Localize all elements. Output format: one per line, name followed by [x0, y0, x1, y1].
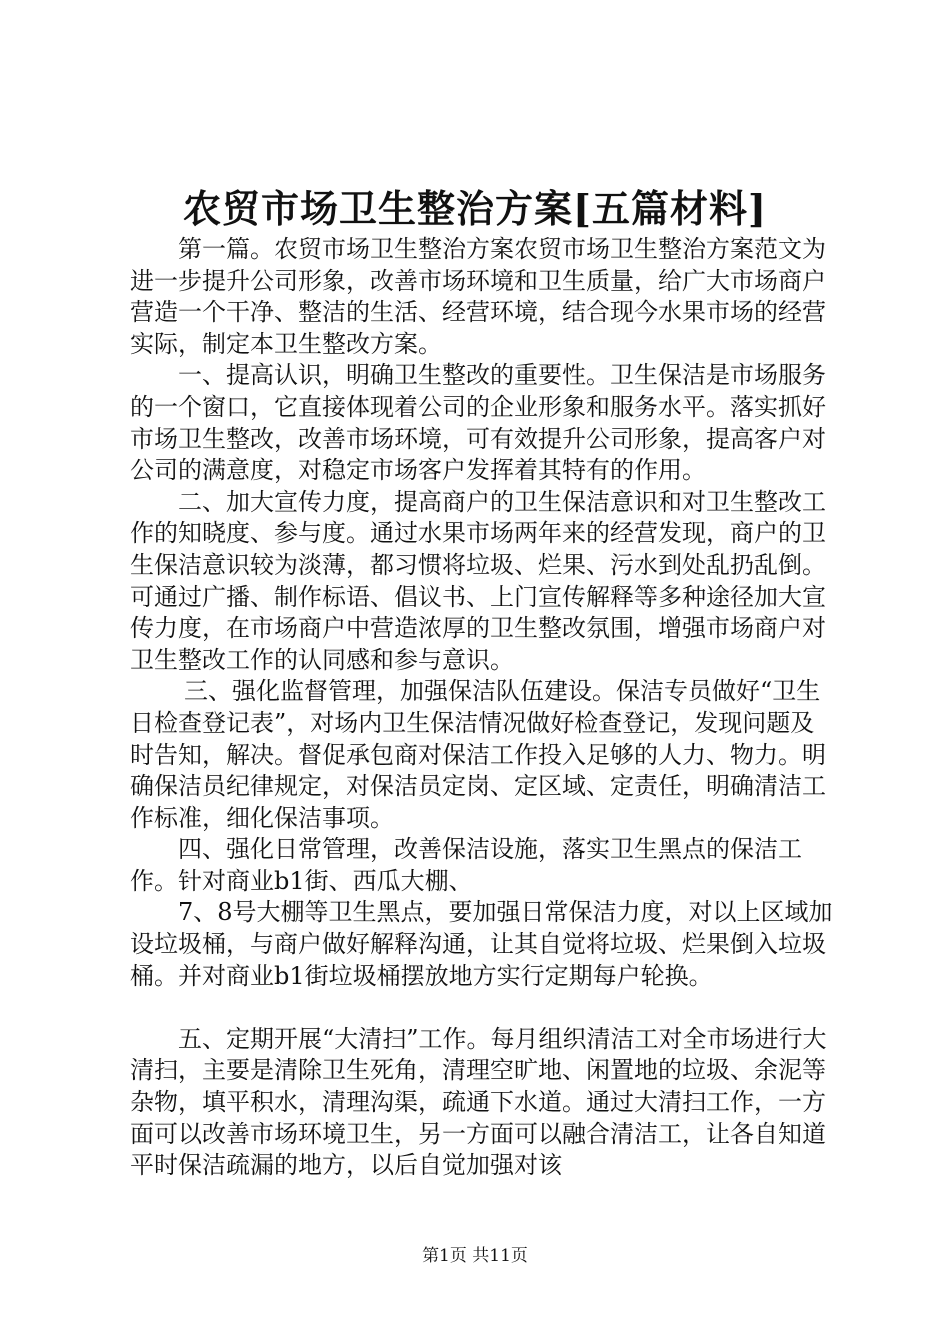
paragraph-section-3: 三、强化监督管理，加强保洁队伍建设。保洁专员做好“卫生日检查登记表”，对场内卫生保洁情况做好检查登记，发现问题及时告知，解决。督促承包商对保洁工作投入足够的人力、物力。明确保洁员纪律规定，对保洁员定岗、定区域、定责任，明确清洁工作标准，细化保洁事项。: [130, 677, 826, 832]
paragraph-section-1: 一、提高认识，明确卫生整改的重要性。卫生保洁是市场服务的一个窗口，它直接体现着公司的企业形象和服务水平。落实抓好市场卫生整改，改善市场环境，可有效提升公司形象，提高客户对公司的满意度，对稳定市场客户发挥着其特有的作用。: [130, 361, 826, 485]
document-title: 农贸市场卫生整治方案[五篇材料]: [183, 186, 767, 231]
paragraph-section-5: 五、定期开展“大清扫”工作。每月组织清洁工对全市场进行大清扫，主要是清除卫生死角，清理空旷地、闲置地的垃圾、余泥等杂物，填平积水，清理沟渠，疏通下水道。通过大清扫工作，一方面可以改善市场环境卫生，另一方面可以融合清洁工，让各自知道平时保洁疏漏的地方，以后自觉加强对该: [130, 1024, 827, 1180]
paragraph-section-2: 二、加大宣传力度，提高商户的卫生保洁意识和对卫生整改工作的知晓度、参与度。通过水果市场两年来的经营发现，商户的卫生保洁意识较为淡薄，都习惯将垃圾、烂果、污水到处乱扔乱倒。可通过广播、制作标语、倡议书、上门宣传解释等多种途径加大宣传力度，在市场商户中营造浓厚的卫生整改氛围，增强市场商户对卫生整改工作的认同感和参与意识。: [130, 487, 826, 674]
paragraph-section-4: 四、强化日常管理，改善保洁设施，落实卫生黑点的保洁工作。针对商业b1街、西瓜大棚、: [130, 835, 802, 895]
page-number-footer: 第1页 共11页: [422, 1246, 528, 1266]
paragraph-intro: 第一篇。农贸市场卫生整治方案农贸市场卫生整治方案范文为进一步提升公司形象，改善市场环境和卫生质量，给广大市场商户营造一个干净、整洁的生活、经营环境，结合现今水果市场的经营实际，制定本卫生整改方案。: [130, 235, 826, 358]
paragraph-section-4-continued: 7、8号大棚等卫生黑点，要加强日常保洁力度，对以上区域加设垃圾桶，与商户做好解释沟通，让其自觉将垃圾、烂果倒入垃圾桶。并对商业b1街垃圾桶摆放地方实行定期每户轮换。: [130, 898, 833, 990]
document-body: [130, 234, 835, 1182]
